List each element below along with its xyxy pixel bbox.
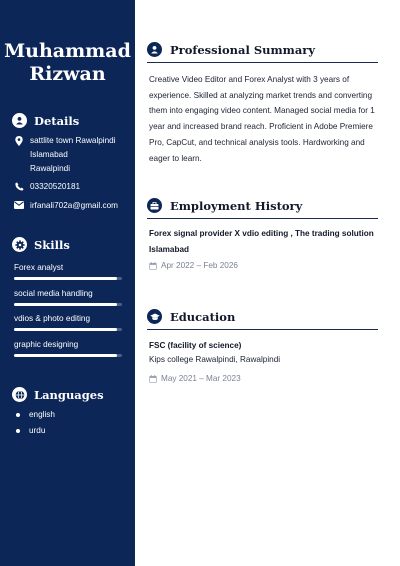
sidebar — [0, 0, 135, 566]
skill-level-bar — [14, 354, 122, 357]
skill-level-fill — [14, 328, 117, 331]
language-name: urdu — [29, 426, 46, 435]
bullet — [16, 413, 20, 417]
summary-text: Creative Video Editor and Forex Analyst with 3 years of experience. Skilled at analyzing market trends and converting them into engaging video content. Managed social media for 1 year and increased brand reach. Proficient in Adobe Premiere Pro, CapCut, and technical analysis tools. Hardworking and eager to learn. — [149, 75, 375, 163]
date-range: May 2021 – Mar 2023 — [161, 374, 241, 383]
languages-title: Languages — [34, 387, 104, 402]
skill-item — [14, 262, 122, 280]
skill-item — [14, 313, 122, 331]
graduation-cap-icon — [147, 309, 162, 324]
skill-name: graphic designing — [14, 340, 79, 349]
gear-icon — [12, 237, 27, 252]
employment-heading — [147, 193, 378, 219]
languages-heading — [12, 387, 104, 402]
bullet — [16, 429, 20, 433]
employment-dates — [149, 261, 238, 270]
details-title: Details — [34, 113, 80, 128]
language-name: english — [29, 410, 55, 419]
education-title: Education — [170, 309, 236, 324]
skill-item — [14, 339, 122, 357]
address-line-3: Rawalpindi — [30, 164, 71, 173]
skills-heading — [12, 237, 70, 252]
degree: FSC (facility of science) — [149, 341, 242, 350]
date-range: Apr 2022 – Feb 2026 — [161, 261, 238, 270]
skill-name: vdios & photo editing — [14, 314, 91, 323]
summary-title: Professional Summary — [170, 42, 316, 57]
candidate-name — [0, 40, 135, 86]
school: Kips college Rawalpindi, Rawalpindi — [149, 355, 281, 364]
skill-level-bar — [14, 303, 122, 306]
calendar-icon — [149, 375, 157, 383]
person-icon — [147, 42, 162, 57]
person-icon — [12, 113, 27, 128]
job-title: Forex signal provider X vdio editing , The trading solution Islamabad — [149, 229, 374, 254]
summary-heading — [147, 37, 378, 63]
phone-icon — [14, 180, 24, 191]
education-dates — [149, 374, 241, 383]
calendar-icon — [149, 262, 157, 270]
skill-name: Forex analyst — [14, 263, 64, 272]
skill-name: social media handling — [14, 289, 93, 298]
education-heading — [147, 304, 378, 330]
phone — [14, 180, 80, 194]
skill-level-bar — [14, 328, 122, 331]
language-item — [16, 410, 55, 419]
details-heading — [12, 113, 79, 128]
skills-title: Skills — [34, 237, 70, 252]
last-name: Rizwan — [29, 63, 106, 85]
address-line-2: Islamabad — [30, 150, 68, 159]
skill-level-fill — [14, 303, 117, 306]
first-name: Muhammad — [4, 40, 131, 62]
language-item — [16, 426, 45, 435]
location-pin-icon — [14, 134, 24, 146]
skill-level-fill — [14, 277, 117, 280]
email-address[interactable]: irfanali702a@gmail.com — [30, 201, 118, 210]
skill-item — [14, 288, 122, 306]
employment-title: Employment History — [170, 198, 303, 213]
email — [14, 199, 118, 213]
phone-number[interactable]: 03320520181 — [30, 182, 81, 191]
address — [14, 134, 130, 176]
envelope-icon — [14, 199, 24, 209]
address-line-1: sattlite town Rawalpindi — [30, 136, 116, 145]
globe-icon — [12, 387, 27, 402]
briefcase-icon — [147, 198, 162, 213]
skill-level-fill — [14, 354, 117, 357]
skill-level-bar — [14, 277, 122, 280]
